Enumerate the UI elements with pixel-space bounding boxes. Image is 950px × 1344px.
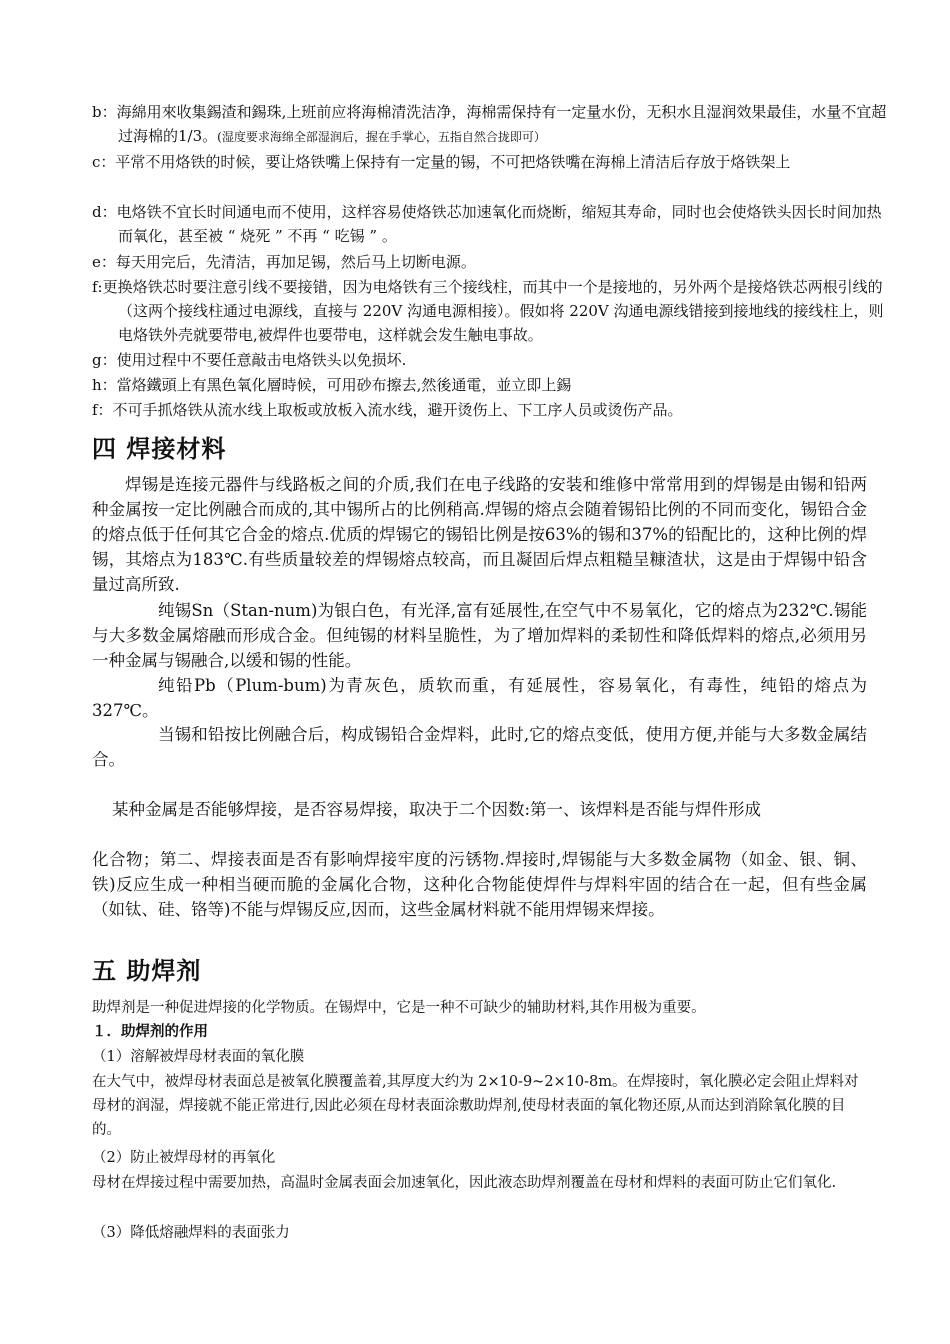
section-4-paragraph-2: 纯锡Sn（Stan-num)为银白色，有光泽,富有延展性,在空气中不易氧化，它的熔点为232℃.锡能与大多数金属熔融而形成合金。但纯锡的材料呈脆性，为了增加焊料的柔韧性和降低焊料的熔点,必须用另一种金属与锡融合,以缓和锡的性能。	[92, 601, 867, 670]
list-item-b	[92, 100, 893, 149]
section-5-title: 五 助焊剂	[92, 957, 202, 985]
section-4-paragraph-5-start: 某种金属是否能够焊接，是否容易焊接，取决于二个因数:第一、该焊料是否能与焊件形成	[112, 800, 762, 819]
list-item-f: f:更换烙铁芯时要注意引线不要接错，因为电烙铁有三个接线柱，而其中一个是接地的，另外两个是接烙铁芯两根引线的（这两个接线柱通过电源线，直接与 220V 沟通电源相接）。假如将 220V 沟通电源线错接到接地线的接线柱上，则电烙铁外壳就要带电,被焊件也要带电，这样就会发生触电事故。	[92, 278, 884, 344]
item-3-title: （3）降低熔融焊料的表面张力	[92, 1225, 290, 1241]
section-4-paragraph-4: 当锡和铅按比例融合后，构成锡铅合金焊料，此时,它的熔点变低，使用方便,并能与大多数金属结合。	[92, 725, 867, 769]
list-item-d: d：电烙铁不宜长时间通电而不使用，这样容易使烙铁芯加速氧化而烧断，缩短其寿命，同时也会使烙铁头因长时间加热而氧化，甚至被 “ 烧死 ” 不再 “ 吃锡 ” 。	[92, 203, 882, 245]
item-1-body: 在大气中，被焊母材表面总是被氧化膜覆盖着,其厚度大约为 2×10-9~2×10-8m。在焊接时，氧化膜必定会阻止焊料对母材的润湿，焊接就不能正常进行,因此必须在母材表面涂敷助焊剂,使母材表面的氧化物还原,从而达到消除氧化膜的目的。	[92, 1074, 859, 1138]
list-item-text: b：海綿用來收集錫渣和錫珠,上班前应将海棉清洗洁净，海棉需保持有一定量水份，无积水且湿润效果最佳，水量不宜超过海棉的1/3。	[92, 103, 887, 145]
list-item-g: g：使用过程中不要任意敲击电烙铁头以免损坏.	[92, 351, 407, 369]
list-item-e: e：每天用完后，先清洁，再加足锡，然后马上切断电源。	[92, 253, 476, 271]
item-2-title: （2）防止被焊母材的再氧化	[92, 1150, 276, 1166]
item-1-title: （1）溶解被焊母材表面的氧化膜	[92, 1049, 305, 1065]
section-4-title: 四 焊接材料	[92, 435, 227, 463]
section-5-intro: 助焊剂是一种促进焊接的化学物质。在锡焊中，它是一种不可缺少的辅助材料,其作用极为重要。	[92, 1000, 706, 1016]
list-item-h: h：當烙鐵頭上有黑色氧化層時候，可用砂布擦去,然後通電，並立即上錫	[92, 376, 572, 394]
section-4-paragraph-1: 焊锡是连接元器件与线路板之间的介质,我们在电子线路的安装和维修中常常用到的焊锡是由锡和铅两种金属按一定比例融合而成的,其中锡所占的比例稍高.焊锡的熔点会随着锡铅比例的不同而变化，锡铅合金的熔点低于任何其它合金的熔点.优质的焊锡它的锡铅比例是按63%的锡和37%的铅配比的，这种比例的焊锡，其熔点为183℃.有些质量较差的焊锡熔点较高，而且凝固后焊点粗糙呈糠渣状，这是由于焊锡中铅含量过高所致.	[92, 475, 867, 594]
list-item-f2: f：不可手抓烙铁从流水线上取板或放板入流水线，避开烫伤上、下工序人员或烫伤产品。	[92, 401, 683, 419]
item-2-body: 母材在焊接过程中需要加热，高温时金属表面会加速氧化，因此液态助焊剂覆盖在母材和焊料的表面可防止它们氧化.	[92, 1175, 837, 1191]
section-4-paragraph-3: 纯铅Pb（Plum-bum)为青灰色，质软而重，有延展性，容易氧化，有毒性，纯铅的熔点为327℃。	[92, 676, 867, 720]
section-4-paragraph-5-rest: 化合物；第二、焊接表面是否有影响焊接牢度的污锈物.焊接时,焊锡能与大多数金属物（如金、银、铜、铁)反应生成一种相当硬而脆的金属化合物，这种化合物能使焊件与焊料牢固的结合在一起，但有些金属（如钛、硅、铬等)不能与焊锡反应,因而，这些金属材料就不能用焊锡来焊接。	[92, 850, 867, 919]
list-item-c: c：平常不用烙铁的时候，要让烙铁嘴上保持有一定量的锡，不可把烙铁嘴在海棉上清洁后存放于烙铁架上	[92, 153, 791, 171]
section-5-subheading: １．助焊剂的作用	[92, 1023, 208, 1040]
list-item-note: (湿度要求海绵全部湿润后，握在手掌心，五指自然合拢即可）	[217, 130, 546, 144]
